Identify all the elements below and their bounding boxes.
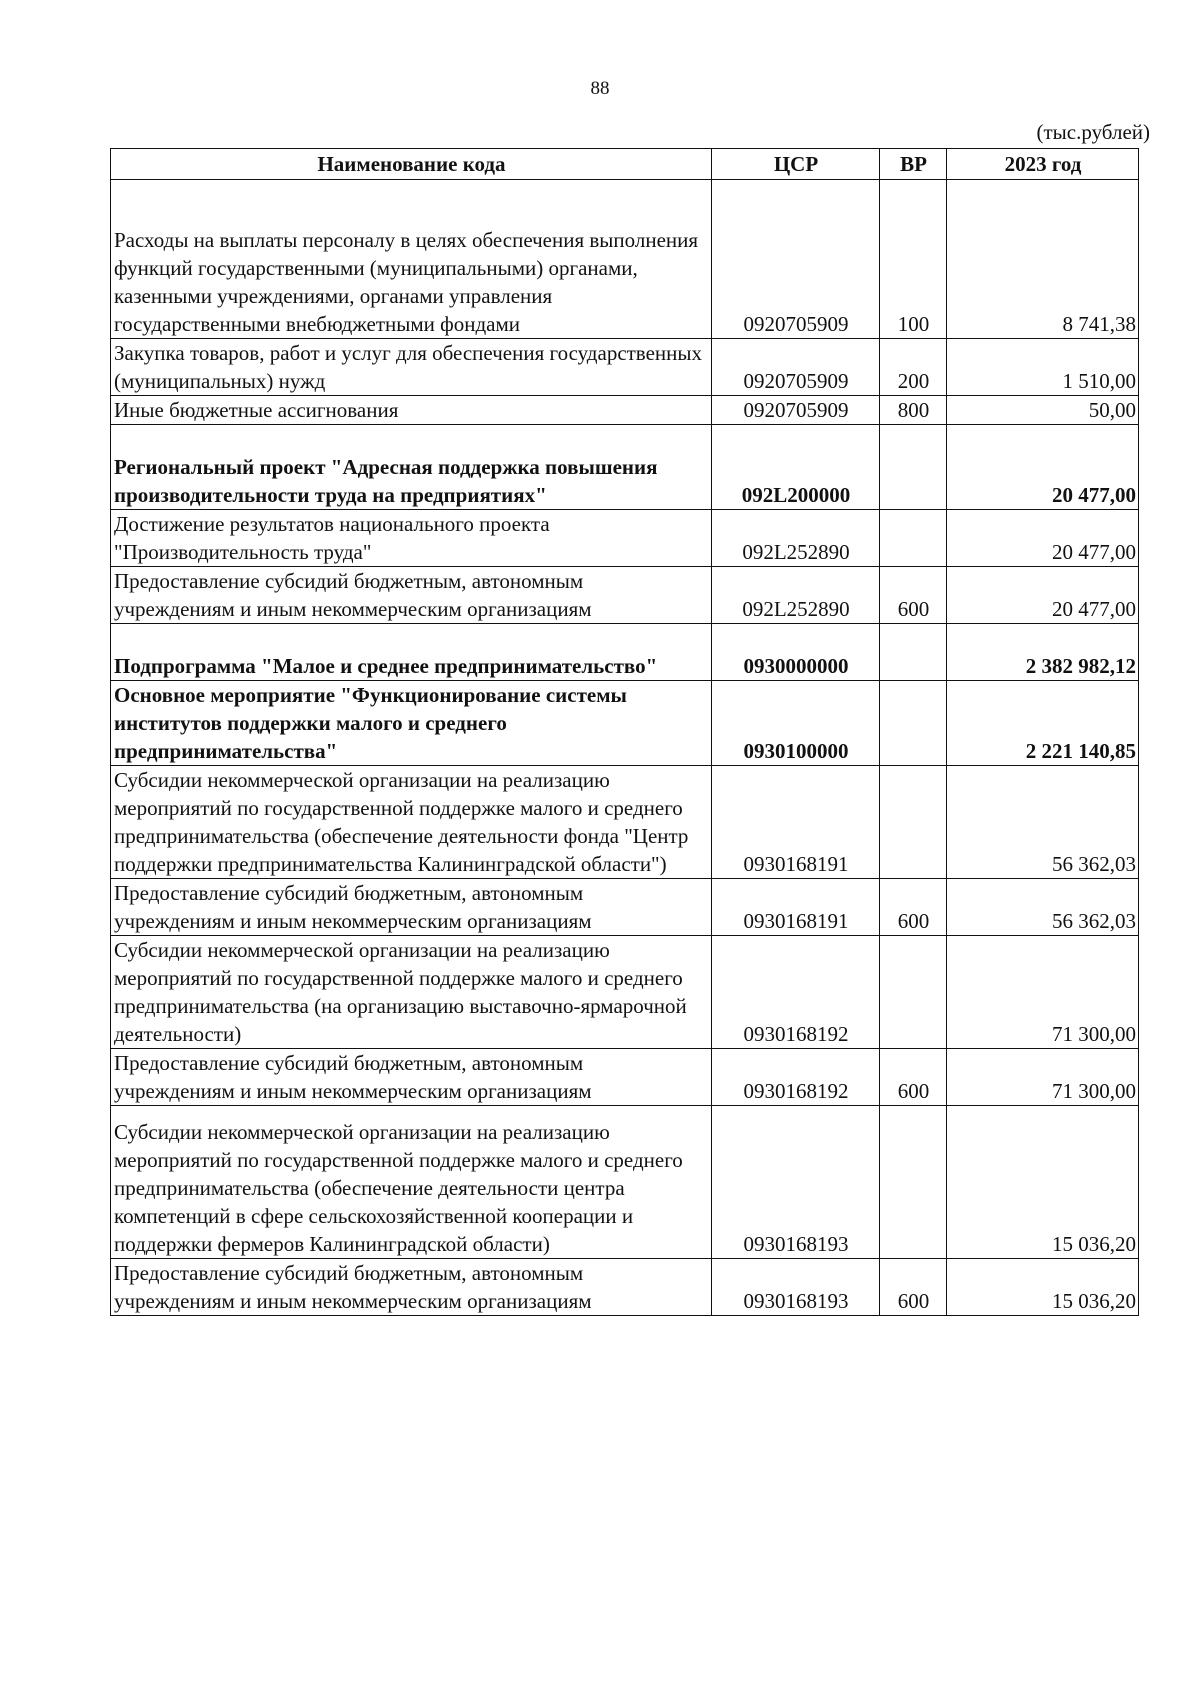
row-name: Расходы на выплаты персоналу в целях обеспечения выполнения функций государственными (муниципальными) органами, казенными учреждениями, органами управления государственными внебюджетными фондами: [111, 180, 712, 339]
row-vr: 600: [880, 1049, 947, 1106]
row-name: Предоставление субсидий бюджетным, автономным учреждениям и иным некоммерческим организациям: [111, 879, 712, 936]
row-sum: 50,00: [947, 396, 1139, 425]
row-csr: 0930168193: [712, 1259, 880, 1316]
row-vr: [880, 510, 947, 567]
table-row: [111, 624, 1139, 681]
row-name: Региональный проект "Адресная поддержка повышения производительности труда на предприятиях": [111, 425, 712, 510]
row-vr: 100: [880, 180, 947, 339]
row-sum: 15 036,20: [947, 1259, 1139, 1316]
row-name: Предоставление субсидий бюджетным, автономным учреждениям и иным некоммерческим организациям: [111, 1049, 712, 1106]
page-number: 88: [590, 78, 610, 99]
row-vr: [880, 936, 947, 1049]
row-vr: [880, 1106, 947, 1259]
row-sum: 15 036,20: [947, 1106, 1139, 1259]
row-vr: 200: [880, 339, 947, 396]
table-row: [111, 567, 1139, 624]
row-name: Субсидии некоммерческой организации на реализацию мероприятий по государственной поддержке малого и среднего предпринимательства (обеспечение деятельности фонда "Центр поддержки предпринимательства Калининградской области"): [111, 766, 712, 879]
table-header-row: [111, 149, 1139, 180]
header-year: 2023 год: [947, 149, 1139, 180]
row-csr: 092L200000: [712, 425, 880, 510]
row-sum: 2 382 982,12: [947, 624, 1139, 681]
table-row: [111, 1259, 1139, 1316]
row-csr: 092L252890: [712, 567, 880, 624]
row-vr: 800: [880, 396, 947, 425]
row-vr: 600: [880, 567, 947, 624]
row-vr: [880, 425, 947, 510]
row-sum: 56 362,03: [947, 879, 1139, 936]
row-sum: 20 477,00: [947, 567, 1139, 624]
row-vr: [880, 681, 947, 766]
row-csr: 0930168193: [712, 1106, 880, 1259]
table-row: [111, 396, 1139, 425]
row-csr: 0930168192: [712, 936, 880, 1049]
row-csr: 0930100000: [712, 681, 880, 766]
table-row: [111, 510, 1139, 567]
row-name: Предоставление субсидий бюджетным, автономным учреждениям и иным некоммерческим организациям: [111, 567, 712, 624]
header-csr: ЦСР: [712, 149, 880, 180]
table-row: [111, 681, 1139, 766]
row-sum: 20 477,00: [947, 425, 1139, 510]
table-row: [111, 339, 1139, 396]
row-vr: 600: [880, 879, 947, 936]
row-sum: 20 477,00: [947, 510, 1139, 567]
row-sum: 2 221 140,85: [947, 681, 1139, 766]
row-csr: 0920705909: [712, 339, 880, 396]
table-row: [111, 1049, 1139, 1106]
table-row: [111, 879, 1139, 936]
row-sum: 56 362,03: [947, 766, 1139, 879]
row-vr: 600: [880, 1259, 947, 1316]
row-name: Основное мероприятие "Функционирование системы институтов поддержки малого и среднего предпринимательства": [111, 681, 712, 766]
units-label: (тыс.рублей): [1036, 120, 1150, 144]
row-name: Субсидии некоммерческой организации на реализацию мероприятий по государственной поддержке малого и среднего предпринимательства (на организацию выставочно-ярмарочной деятельности): [111, 936, 712, 1049]
budget-table: [110, 148, 1139, 1316]
row-name: Закупка товаров, работ и услуг для обеспечения государственных (муниципальных) нужд: [111, 339, 712, 396]
table-row: [111, 425, 1139, 510]
row-vr: [880, 624, 947, 681]
table-row: [111, 766, 1139, 879]
row-name: Достижение результатов национального проекта "Производительность труда": [111, 510, 712, 567]
row-sum: 71 300,00: [947, 936, 1139, 1049]
row-name: Предоставление субсидий бюджетным, автономным учреждениям и иным некоммерческим организациям: [111, 1259, 712, 1316]
table-row: [111, 936, 1139, 1049]
row-csr: 0930168192: [712, 1049, 880, 1106]
row-sum: 71 300,00: [947, 1049, 1139, 1106]
row-csr: 0920705909: [712, 180, 880, 339]
row-csr: 0930168191: [712, 766, 880, 879]
row-sum: 1 510,00: [947, 339, 1139, 396]
row-name: Подпрограмма "Малое и среднее предпринимательство": [111, 624, 712, 681]
row-csr: 092L252890: [712, 510, 880, 567]
row-vr: [880, 766, 947, 879]
header-name: Наименование кода: [111, 149, 712, 180]
header-vr: ВР: [880, 149, 947, 180]
row-csr: 0930000000: [712, 624, 880, 681]
row-csr: 0930168191: [712, 879, 880, 936]
row-name: Субсидии некоммерческой организации на реализацию мероприятий по государственной поддержке малого и среднего предпринимательства (обеспечение деятельности центра компетенций в сфере сельскохозяйственной кооперации и поддержки фермеров Калининградской области): [111, 1106, 712, 1259]
table-row: [111, 1106, 1139, 1259]
table-row: [111, 180, 1139, 339]
row-sum: 8 741,38: [947, 180, 1139, 339]
row-name: Иные бюджетные ассигнования: [111, 396, 712, 425]
row-csr: 0920705909: [712, 396, 880, 425]
